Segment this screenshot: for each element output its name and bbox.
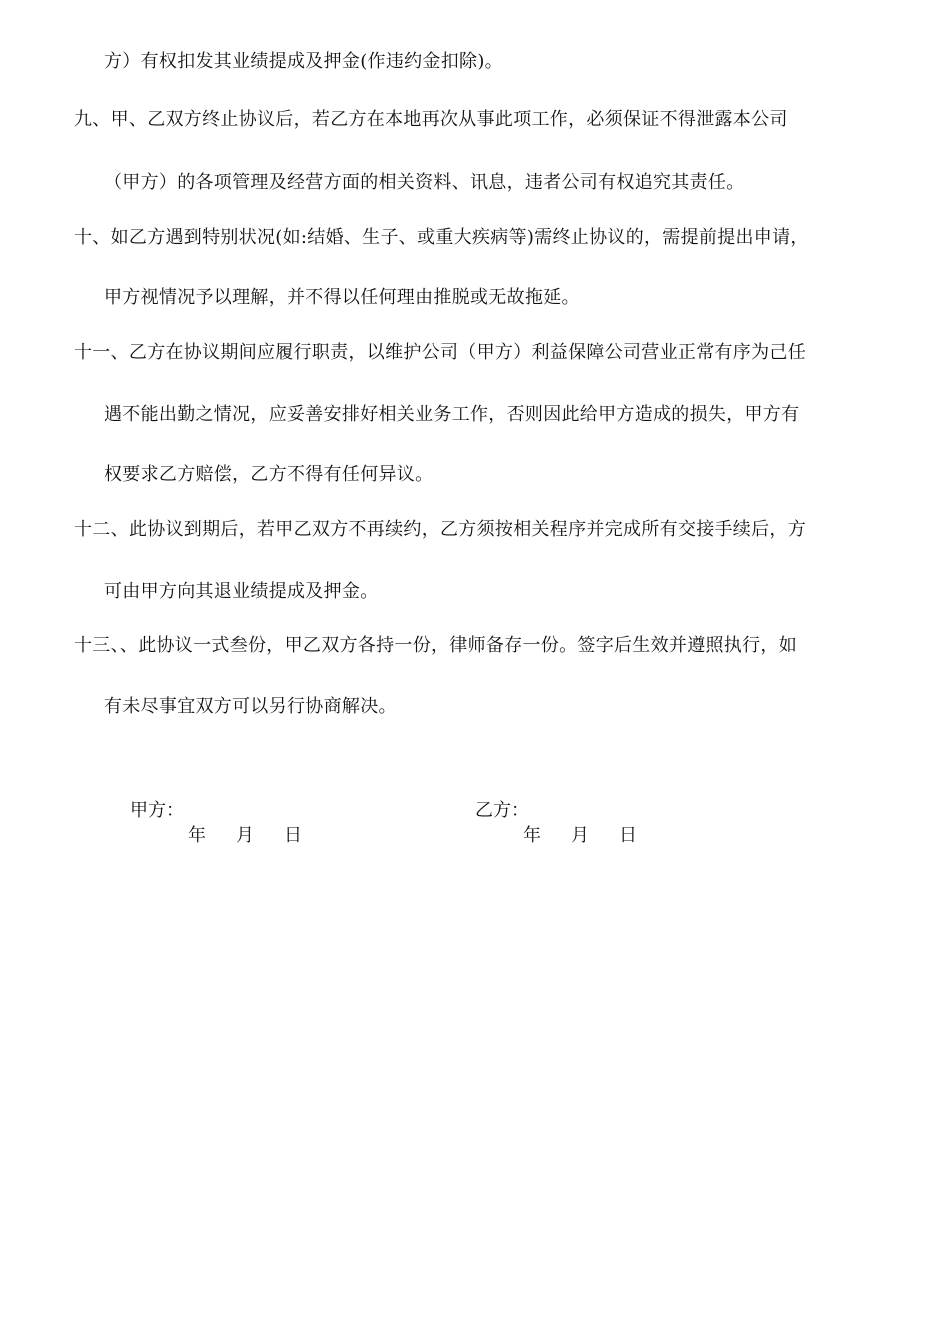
clause-13-line-1: 十三、、此协议一式叁份，甲乙双方各持一份，律师备存一份。签字后生效并遵照执行，如 bbox=[74, 635, 797, 656]
clause-10-line-1: 十、如乙方遇到特别状况(如:结婚、生子、或重大疾病等)需终止协议的，需提前提出申请， bbox=[74, 227, 809, 248]
clause-11-line-3: 权要求乙方赔偿，乙方不得有任何异议。 bbox=[104, 464, 434, 485]
party-a-label: 甲方： bbox=[130, 800, 184, 821]
party-b-date-month: 月 bbox=[571, 825, 589, 846]
party-b-date-day: 日 bbox=[619, 825, 637, 846]
clause-8-continuation: 方）有权扣发其业绩提成及押金(作违约金扣除)。 bbox=[104, 51, 503, 72]
party-a-date-year: 年 bbox=[188, 825, 206, 846]
clause-13-line-2: 有未尽事宜双方可以另行协商解决。 bbox=[104, 696, 397, 717]
clause-9-line-2: （甲方）的各项管理及经营方面的相关资料、讯息，违者公司有权追究其责任。 bbox=[104, 172, 745, 193]
clause-10-line-2: 甲方视情况予以理解，并不得以任何理由推脱或无故拖延。 bbox=[104, 287, 580, 308]
party-b-date-year: 年 bbox=[523, 825, 541, 846]
party-a-date-month: 月 bbox=[236, 825, 254, 846]
clause-12-line-2: 可由甲方向其退业绩提成及押金。 bbox=[104, 581, 379, 602]
clause-11-line-1: 十一、乙方在协议期间应履行职责，以维护公司（甲方）利益保障公司营业正常有序为己任 bbox=[74, 342, 806, 363]
party-b-label: 乙方： bbox=[475, 800, 529, 821]
clause-12-line-1: 十二、此协议到期后，若甲乙双方不再续约，乙方须按相关程序并完成所有交接手续后，方 bbox=[74, 519, 806, 540]
party-a-date-day: 日 bbox=[284, 825, 302, 846]
clause-9-line-1: 九、甲、乙双方终止协议后，若乙方在本地再次从事此项工作，必须保证不得泄露本公司 bbox=[74, 109, 788, 130]
clause-11-line-2: 遇不能出勤之情况，应妥善安排好相关业务工作，否则因此给甲方造成的损失，甲方有 bbox=[104, 404, 800, 425]
